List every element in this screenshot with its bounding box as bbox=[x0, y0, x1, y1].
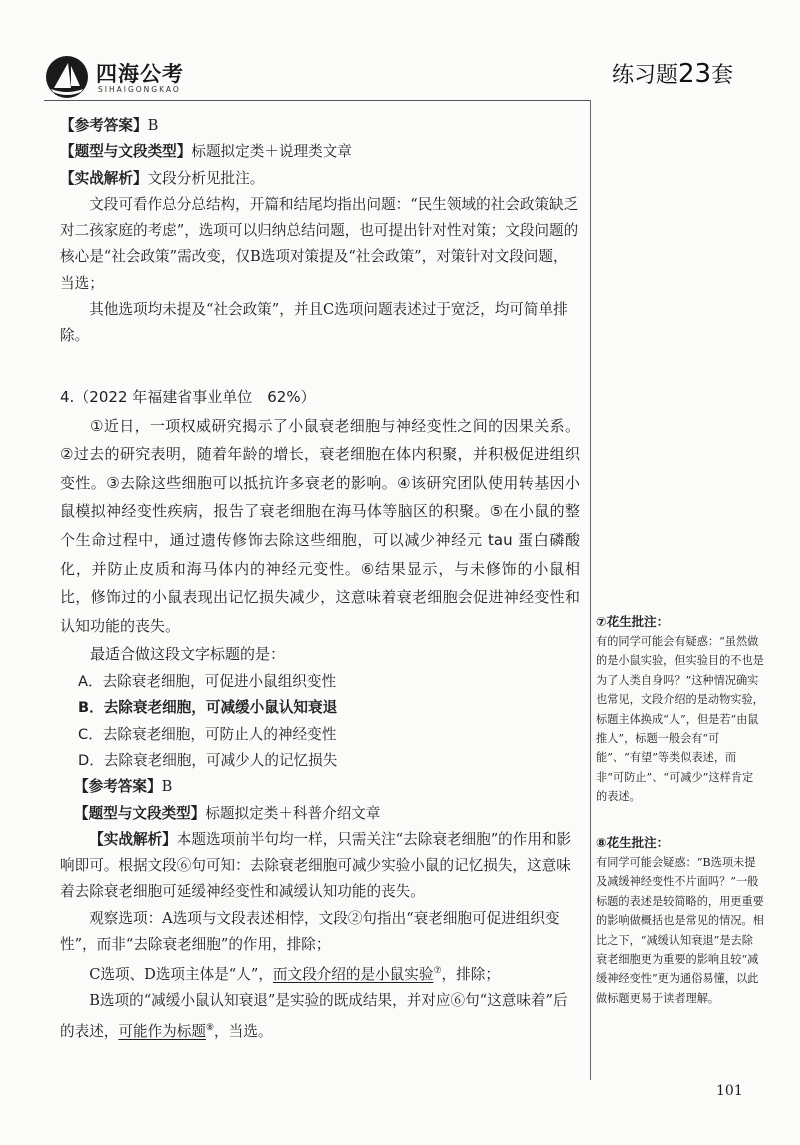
prev-analysis: 【实战解析】文段分析见批注。 bbox=[60, 169, 265, 187]
prev-paragraph-1: 文段可看作总分总结构，开篇和结尾均指出问题：“民生领域的社会政策缺乏对二孩家庭的考虑”，选项可以归纳总结问题，也可提出针对性对策；文段问题的核心是“社会政策”需改变，仅B选项对策提及“社会政策”，对策针对文段问题，当选； bbox=[60, 195, 579, 292]
answer-key: 【参考答案】B bbox=[74, 778, 173, 796]
answer-paragraph-4: B选项的“减缓小鼠认知衰退”是实验的既成结果，并对应⑥句“这意味着”后的表述，可能作为标题⑧，当选。 bbox=[60, 992, 568, 1040]
side-note-8 bbox=[596, 833, 764, 1008]
question-prompt: 最适合做这段文字标题的是： bbox=[90, 645, 286, 664]
main-content bbox=[60, 113, 580, 1045]
question-passage: ①近日，一项权威研究揭示了小鼠衰老细胞与神经变性之间的因果关系。②过去的研究表明，随着年龄的增长，衰老细胞在体内积聚，并积极促进组织变性。③去除这些细胞可以抵抗许多衰老的影响。④该研究团队使用转基因小鼠模拟神经变性疾病，报告了衰老细胞在海马体等脑区的积聚。⑤在小鼠的整个生命过程中，通过遗传修饰去除这些细胞，可以减少神经元 tau 蛋白磷酸化，并防止皮质和海马体内的神经元变性。⑥结果显示，与未修饰的小鼠相比，修饰过的小鼠表现出记忆损失减少，这意味着衰老细胞会促进神经变性和认知功能的丧失。 bbox=[60, 416, 580, 635]
prev-question-type: 【题型与文段类型】标题拟定类＋说理类文章 bbox=[60, 143, 352, 161]
question-header: 4.（2022 年福建省事业单位 62%） bbox=[60, 387, 316, 406]
header-divider bbox=[44, 100, 590, 101]
side-note-text: 有的同学可能会有疑惑：“虽然做的是小鼠实验，但实验目的不也是为了人类自身吗？”这种情况确实也常见，文段介绍的是动物实验，标题主体换成“人”，但是若“由鼠推人”，标题一般会有“可能”、“有望”等类似表述，而非“可防止”、“可减少”这样肯定的表述。 bbox=[596, 635, 764, 804]
page-number: 101 bbox=[716, 1083, 743, 1099]
answer-analysis: 【实战解析】本题选项前半句均一样，只需关注“去除衰老细胞”的作用和影响即可。根据文段⑥句可知：去除衰老细胞可减少实验小鼠的记忆损失，这意味着去除衰老细胞可延缓神经变性和减缓认知功能的丧失。 bbox=[60, 830, 572, 901]
logo-emblem-icon bbox=[44, 54, 90, 100]
answer-paragraph-3: C选项、D选项主体是“人”，而文段介绍的是小鼠实验⑦，排除； bbox=[89, 966, 500, 984]
side-note-title: ⑧花生批注： bbox=[596, 835, 670, 850]
answer-paragraph-2: 观察选项：A选项与文段表述相悖，文段②句指出“衰老细胞可促进组织变性”，而非“去除衰老细胞”的作用，排除； bbox=[60, 909, 560, 953]
option-c: C．去除衰老细胞，可防止人的神经变性 bbox=[78, 725, 337, 743]
brand-logo bbox=[44, 54, 204, 100]
option-d: D．去除衰老细胞，可减少人的记忆损失 bbox=[78, 751, 338, 769]
logo-subtitle: SIHAIGONGKAO bbox=[98, 85, 181, 94]
side-note-text: 有同学可能会疑惑：“B选项未提及减缓神经变性不片面吗？”一般标题的表述是较简略的，用更重要的影响做概括也是常见的情况。相比之下，“减缓认知衰退”是去除衰老细胞更为重要的影响且较“减缓神经变性”更为通俗易懂，以此做标题更易于读者理解。 bbox=[596, 856, 764, 1005]
side-note-title: ⑦花生批注： bbox=[596, 614, 670, 629]
sidebar-divider bbox=[590, 100, 591, 1080]
answer-question-type: 【题型与文段类型】标题拟定类＋科普介绍文章 bbox=[74, 804, 381, 822]
option-b: B．去除衰老细胞，可减缓小鼠认知衰退 bbox=[78, 699, 338, 717]
option-a: A．去除衰老细胞，可促进小鼠组织变性 bbox=[78, 673, 337, 691]
prev-answer: 【参考答案】B bbox=[60, 117, 159, 134]
side-note-7 bbox=[596, 612, 764, 807]
page-header bbox=[0, 0, 800, 110]
prev-paragraph-2: 其他选项均未提及“社会政策”，并且C选项问题表述过于宽泛，均可简单排除。 bbox=[60, 301, 568, 345]
logo-name: 四海公考 bbox=[96, 62, 184, 86]
section-title: 练习题23套 bbox=[612, 59, 734, 89]
